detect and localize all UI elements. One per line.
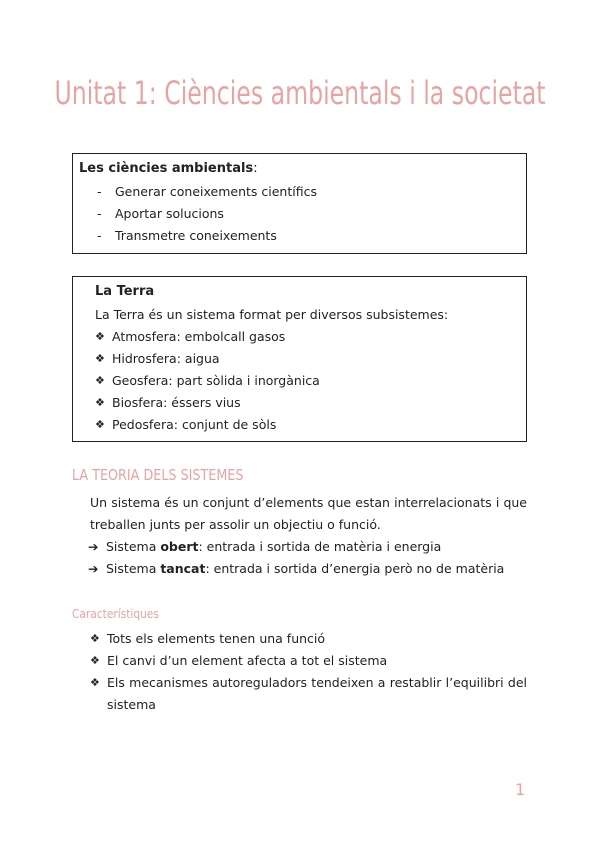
box1-heading: [79, 160, 520, 178]
list-item-text: Hidrosfera: aigua: [112, 351, 220, 366]
list-item: [95, 370, 504, 392]
list-item: [97, 203, 520, 225]
list-item-text: [106, 536, 441, 558]
list-item: [90, 628, 527, 650]
item-suffix: : entrada i sortida d’energia però no de matèria: [205, 561, 505, 576]
list-item-text: Biosfera: éssers vius: [112, 395, 241, 410]
list-item: [90, 558, 527, 580]
diamond-bullet-icon: ❖: [90, 632, 100, 645]
list-item-text: Pedosfera: conjunt de sòls: [112, 417, 277, 432]
box1-heading-text: Les ciències ambientals: [79, 161, 254, 176]
list-item: [95, 348, 504, 370]
list-item: [90, 536, 527, 558]
list-item: [95, 392, 504, 414]
box2-list: [95, 326, 504, 436]
list-item-text: Atmosfera: embolcall gasos: [112, 329, 286, 344]
diamond-bullet-icon: ❖: [95, 418, 105, 431]
list-item: [90, 672, 527, 716]
item-bold-term: obert: [160, 539, 199, 554]
list-item-text: Tots els elements tenen una funció: [107, 631, 326, 646]
list-item: [97, 181, 520, 203]
diamond-bullet-icon: ❖: [95, 374, 105, 387]
page-title: Unitat 1: Ciències ambientals i la societat: [54, 74, 546, 112]
arrow-right-icon: ➔: [88, 561, 99, 576]
section-heading-systems-theory: LA TEORIA DELS SISTEMES: [72, 466, 244, 484]
item-prefix: Sistema: [106, 561, 161, 576]
list-item-text: Transmetre coneixements: [115, 228, 277, 243]
page-number: 1: [515, 780, 526, 799]
list-item: [95, 414, 504, 436]
dash-marker: -: [97, 228, 102, 243]
systems-paragraph: Un sistema és un conjunt d’elements que estan interrelacionats i que treballen junts per assolir un objectiu o funció.: [90, 495, 527, 532]
item-prefix: Sistema: [106, 539, 161, 554]
subheading-characteristics: Característiques: [72, 606, 159, 621]
diamond-bullet-icon: ❖: [90, 654, 100, 667]
box1-list: [79, 181, 520, 247]
list-item-text: Generar coneixements científics: [115, 184, 317, 199]
diamond-bullet-icon: ❖: [95, 352, 105, 365]
dash-marker: -: [97, 206, 102, 221]
box2-intro: La Terra és un sistema format per diversos subsistemes:: [95, 307, 449, 322]
list-item-text: [106, 558, 504, 580]
item-bold-term: tancat: [160, 561, 206, 576]
list-item: [95, 326, 504, 348]
systems-theory-section: [90, 492, 527, 580]
environmental-sciences-box: [72, 153, 527, 254]
diamond-bullet-icon: ❖: [95, 330, 105, 343]
list-item-text: Aportar solucions: [115, 206, 224, 221]
earth-box: [72, 276, 527, 442]
list-item-text: Els mecanismes autoreguladors tendeixen a restablir l’equilibri del sistema: [107, 675, 527, 712]
list-item-text: Geosfera: part sòlida i inorgànica: [112, 373, 320, 388]
characteristics-list: [90, 628, 527, 716]
list-item-text: El canvi d’un element afecta a tot el sistema: [107, 653, 388, 668]
diamond-bullet-icon: ❖: [95, 396, 105, 409]
box2-heading: La Terra: [95, 284, 155, 299]
item-suffix: : entrada i sortida de matèria i energia: [198, 539, 442, 554]
diamond-bullet-icon: ❖: [90, 676, 100, 689]
list-item: [97, 225, 520, 247]
list-item: [90, 650, 527, 672]
box1-heading-colon: :: [253, 161, 258, 176]
characteristics-section: [90, 628, 527, 716]
arrow-right-icon: ➔: [88, 539, 99, 554]
system-types-list: [90, 536, 527, 580]
dash-marker: -: [97, 184, 102, 199]
